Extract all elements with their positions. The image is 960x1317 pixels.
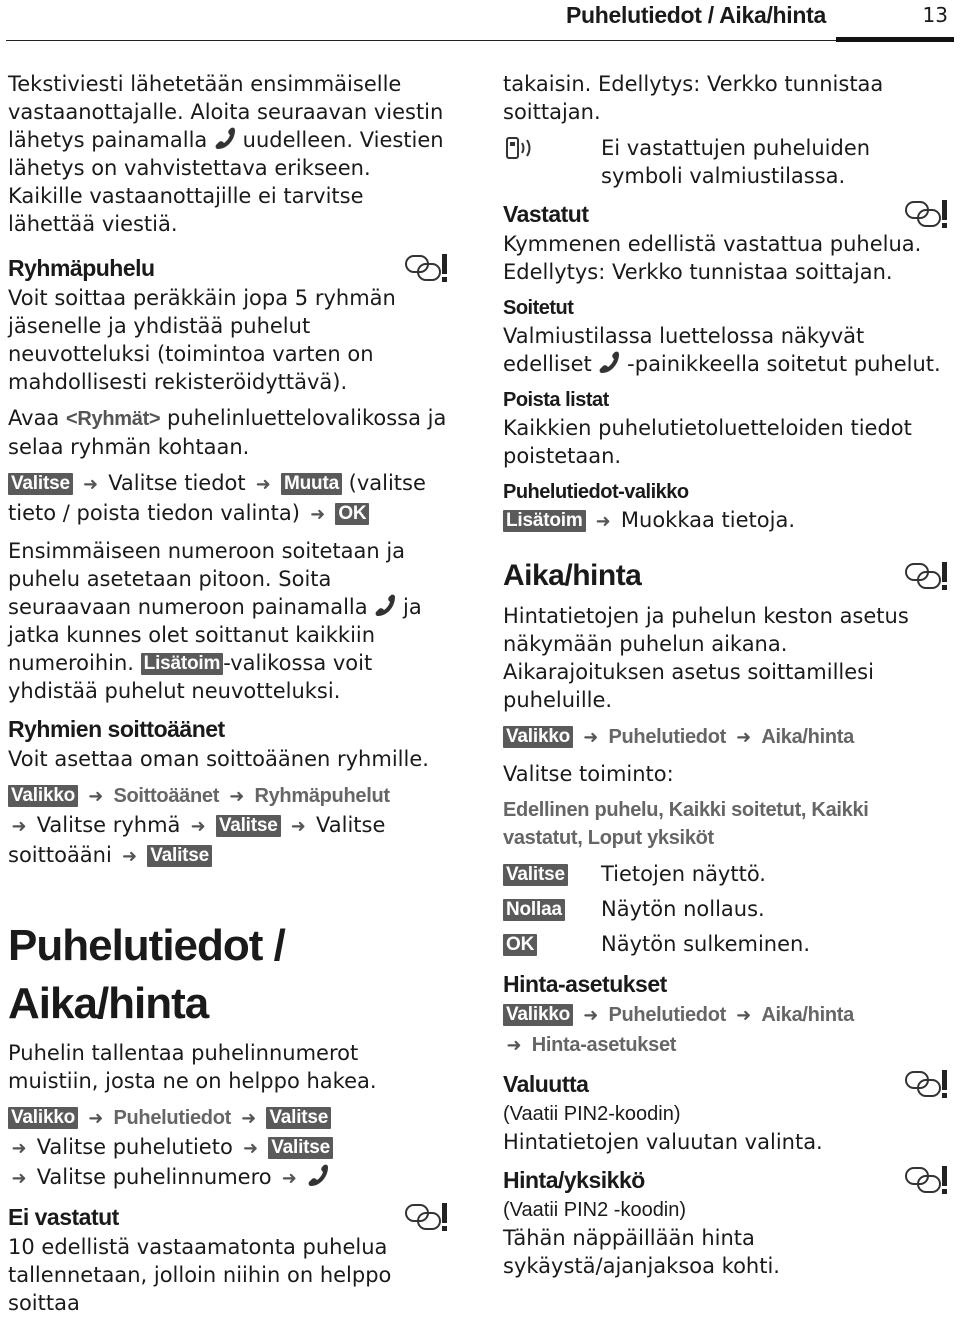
header-title: Puhelutiedot / Aika/hinta bbox=[566, 2, 826, 28]
section-steps bbox=[8, 1103, 450, 1193]
key-row-valitse bbox=[503, 860, 950, 888]
softkey-lisatoim[interactable]: Lisätoim bbox=[503, 510, 586, 532]
arrow-icon: ➜ bbox=[11, 1168, 27, 1189]
arrow-icon: ➜ bbox=[583, 1005, 599, 1026]
text2-post: -valikossa voit yhdistää puhelut neuvotteluksi. bbox=[8, 651, 373, 703]
arrow-icon: ➜ bbox=[242, 1138, 259, 1159]
intro-text: Tekstiviesti lähetetään ensimmäiselle vastaanottajalle. Aloita seuraavan viestin lähetys painamalla bbox=[8, 72, 444, 152]
network-service-icon bbox=[904, 1164, 950, 1196]
menu-aika-hinta[interactable]: Aika/hinta bbox=[761, 726, 854, 748]
soitetut-text bbox=[503, 322, 950, 378]
heading-soitetut: Soitetut bbox=[503, 297, 574, 319]
softkey-nollaa[interactable]: Nollaa bbox=[503, 899, 565, 921]
choose-function-text: Valitse toiminto: bbox=[503, 762, 674, 786]
step-text-select-info: (valitse tieto / poista tiedon valinta) bbox=[8, 471, 426, 525]
heading-hinta-yksikko-text: Hinta/yksikkö bbox=[503, 1167, 645, 1193]
key-row-nollaa bbox=[503, 895, 950, 923]
valuutta-note: (Vaatii PIN2-koodin) bbox=[503, 1103, 681, 1125]
step-choose-tone: Valitse soittoääni bbox=[8, 813, 386, 867]
network-service-icon bbox=[904, 198, 950, 230]
heading-valuutta bbox=[503, 1068, 950, 1100]
arrow-icon: ➜ bbox=[310, 504, 326, 525]
arrow-icon: ➜ bbox=[281, 1168, 297, 1189]
arrow-icon: ➜ bbox=[506, 1035, 522, 1056]
network-service-icon bbox=[904, 560, 950, 592]
aika-hinta-text: Hintatietojen ja puhelun keston asetus näkymään puhelun aikana. Aikarajoituksen asetus soittamillesi puheluille. bbox=[503, 604, 909, 712]
arrow-icon: ➜ bbox=[88, 1108, 104, 1129]
valikko-menu-text: Muokkaa tietoja. bbox=[620, 508, 795, 532]
heading-ryhmapuhelu-text: Ryhmäpuhelu bbox=[8, 255, 155, 281]
arrow-icon: ➜ bbox=[11, 816, 27, 837]
menu-puhelutiedot[interactable]: Puhelutiedot bbox=[608, 726, 726, 748]
heading-ei-vastatut bbox=[8, 1201, 450, 1233]
text2-pre: Ensimmäiseen numeroon soitetaan ja puhelu asetetaan pitoon. Soita seuraavaan numeroon painamalla bbox=[8, 539, 406, 619]
ryhmapuhelu-text: Voit soittaa peräkkäin jopa 5 ryhmän jäsenelle ja yhdistää puhelut neuvotteluksi (toimintoa varten on mahdollisesti rekisteröidyttävä). bbox=[8, 286, 396, 394]
softkey-valitse[interactable]: Valitse bbox=[147, 845, 212, 867]
missed-symbol-row bbox=[503, 134, 950, 190]
heading-aika-hinta-text: Aika/hinta bbox=[503, 559, 642, 592]
softkey-valikko[interactable]: Valikko bbox=[503, 726, 573, 748]
continued-text: takaisin. Edellytys: Verkko tunnistaa soittajan. bbox=[503, 72, 884, 124]
softkey-ok[interactable]: OK bbox=[335, 503, 369, 525]
heading-puhelutiedot-valikko: Puhelutiedot-valikko bbox=[503, 481, 689, 503]
heading-valuutta-text: Valuutta bbox=[503, 1071, 589, 1097]
aika-hinta-steps bbox=[503, 722, 950, 752]
menu-soittoaanet[interactable]: Soittoäänet bbox=[113, 785, 220, 807]
heading-soittoaanet: Ryhmien soittoäänet bbox=[8, 716, 225, 742]
softkey-lisatoim[interactable]: Lisätoim bbox=[141, 653, 224, 675]
softkey-valikko[interactable]: Valikko bbox=[8, 785, 78, 807]
step-choose-number: Valitse puhelinnumero bbox=[36, 1165, 272, 1189]
heading-vastatut-text: Vastatut bbox=[503, 201, 589, 227]
soittoaanet-text: Voit asettaa oman soittoäänen ryhmille. bbox=[8, 747, 429, 771]
key-row-text: Näytön nollaus. bbox=[601, 897, 765, 921]
soitetut-text-pre: Valmiustilassa luettelossa näkyvät edelliset bbox=[503, 324, 865, 376]
missed-symbol-text: Ei vastattujen puheluiden symboli valmiustilassa. bbox=[601, 136, 871, 188]
soittoaanet-steps bbox=[8, 781, 450, 871]
arrow-icon: ➜ bbox=[595, 511, 611, 532]
heading-vastatut bbox=[503, 198, 950, 230]
open-post: puhelinluettelovalikossa ja selaa ryhmän kohtaan. bbox=[8, 406, 447, 459]
arrow-icon: ➜ bbox=[190, 816, 206, 837]
arrow-icon: ➜ bbox=[121, 846, 138, 867]
header-rule-accent bbox=[836, 37, 954, 42]
arrow-icon: ➜ bbox=[736, 727, 752, 748]
softkey-valitse[interactable]: Valitse bbox=[268, 1137, 333, 1159]
heading-aika-hinta bbox=[503, 556, 950, 596]
arrow-icon: ➜ bbox=[82, 474, 99, 495]
network-service-icon bbox=[404, 1201, 450, 1233]
arrow-icon: ➜ bbox=[241, 1108, 257, 1129]
arrow-icon: ➜ bbox=[229, 786, 245, 807]
arrow-icon: ➜ bbox=[88, 786, 104, 807]
header-rule bbox=[6, 40, 954, 41]
right-column bbox=[503, 70, 950, 1280]
softkey-valitse[interactable]: Valitse bbox=[8, 473, 73, 495]
ryhmapuhelu-steps bbox=[8, 469, 450, 529]
call-key-icon bbox=[374, 594, 396, 618]
page-number: 13 bbox=[922, 3, 948, 27]
menu-hinta-asetukset[interactable]: Hinta-asetukset bbox=[531, 1034, 677, 1056]
ei-vastatut-text: 10 edellistä vastaamatonta puhelua tallennetaan, jolloin niihin on helppo soittaa bbox=[8, 1235, 392, 1315]
left-column bbox=[8, 70, 450, 1317]
heading-ryhmapuhelu bbox=[8, 252, 450, 284]
softkey-valitse[interactable]: Valitse bbox=[216, 815, 281, 837]
key-row-text: Tietojen näyttö. bbox=[601, 862, 766, 886]
heading-hinta-asetukset: Hinta-asetukset bbox=[503, 971, 667, 997]
call-key-icon bbox=[598, 351, 620, 375]
key-row-ok bbox=[503, 930, 950, 958]
open-pre: Avaa bbox=[8, 406, 60, 430]
function-list[interactable]: Edellinen puhelu, Kaikki soitetut, Kaikki vastatut, Loput yksiköt bbox=[503, 799, 869, 849]
arrow-icon: ➜ bbox=[736, 1005, 752, 1026]
menu-ryhmat[interactable]: <Ryhmät> bbox=[66, 408, 161, 430]
menu-aika-hinta[interactable]: Aika/hinta bbox=[761, 1004, 854, 1026]
section-title: Puhelutiedot / Aika/hinta bbox=[8, 921, 285, 1028]
heading-poista-listat: Poista listat bbox=[503, 389, 609, 411]
menu-puhelutiedot[interactable]: Puhelutiedot bbox=[113, 1107, 231, 1129]
softkey-valitse[interactable]: Valitse bbox=[503, 864, 568, 886]
softkey-valikko[interactable]: Valikko bbox=[503, 1004, 573, 1026]
softkey-ok[interactable]: OK bbox=[503, 934, 537, 956]
call-key-icon bbox=[307, 1164, 329, 1188]
vastatut-text: Kymmenen edellistä vastattua puhelua. Edellytys: Verkko tunnistaa soittajan. bbox=[503, 232, 922, 284]
softkey-valikko[interactable]: Valikko bbox=[8, 1107, 78, 1129]
intro-text-after: uudelleen. Viestien lähetys on vahvistettava erikseen. Kaikille vastaanottajille ei tarvitse lähettää viestiä. bbox=[8, 128, 444, 236]
hinta-asetukset-steps bbox=[503, 1000, 950, 1060]
menu-puhelutiedot[interactable]: Puhelutiedot bbox=[608, 1004, 726, 1026]
step-choose-group: Valitse ryhmä bbox=[36, 813, 181, 837]
missed-call-icon bbox=[503, 134, 601, 169]
hinta-yksikko-text: Tähän näppäillään hinta sykäystä/ajanjaksoa kohti. bbox=[503, 1226, 780, 1278]
softkey-valitse[interactable]: Valitse bbox=[266, 1107, 331, 1129]
intro-paragraph bbox=[8, 70, 450, 238]
network-service-icon bbox=[404, 252, 450, 284]
valuutta-text: Hintatietojen valuutan valinta. bbox=[503, 1130, 823, 1154]
arrow-icon: ➜ bbox=[255, 474, 271, 495]
text2-mid: ja jatka kunnes olet soittanut kaikkiin numeroihin. bbox=[8, 595, 422, 675]
menu-ryhmapuhelut[interactable]: Ryhmäpuhelut bbox=[254, 785, 390, 807]
step-text-valitse-tiedot: Valitse tiedot bbox=[108, 471, 246, 495]
ryhmapuhelu-text2 bbox=[8, 537, 450, 705]
arrow-icon: ➜ bbox=[11, 1138, 27, 1159]
poista-text: Kaikkien puhelutietoluetteloiden tiedot poistetaan. bbox=[503, 416, 912, 468]
hinta-yksikko-note: (Vaatii PIN2 -koodin) bbox=[503, 1199, 687, 1221]
network-service-icon bbox=[904, 1068, 950, 1100]
valikko-menu-step bbox=[503, 506, 950, 536]
softkey-muuta[interactable]: Muuta bbox=[281, 473, 342, 495]
heading-hinta-yksikko bbox=[503, 1164, 950, 1196]
call-key-icon bbox=[214, 127, 236, 151]
soitetut-text-post: -painikkeella soitetut puhelut. bbox=[627, 352, 941, 376]
key-row-text: Näytön sulkeminen. bbox=[601, 932, 810, 956]
arrow-icon: ➜ bbox=[290, 816, 306, 837]
ryhmapuhelu-open bbox=[8, 404, 450, 461]
section-text: Puhelin tallentaa puhelinnumerot muistiin, josta ne on helppo hakea. bbox=[8, 1041, 377, 1093]
step-choose-log: Valitse puhelutieto bbox=[36, 1135, 233, 1159]
arrow-icon: ➜ bbox=[583, 727, 599, 748]
heading-ei-vastatut-text: Ei vastatut bbox=[8, 1204, 119, 1230]
